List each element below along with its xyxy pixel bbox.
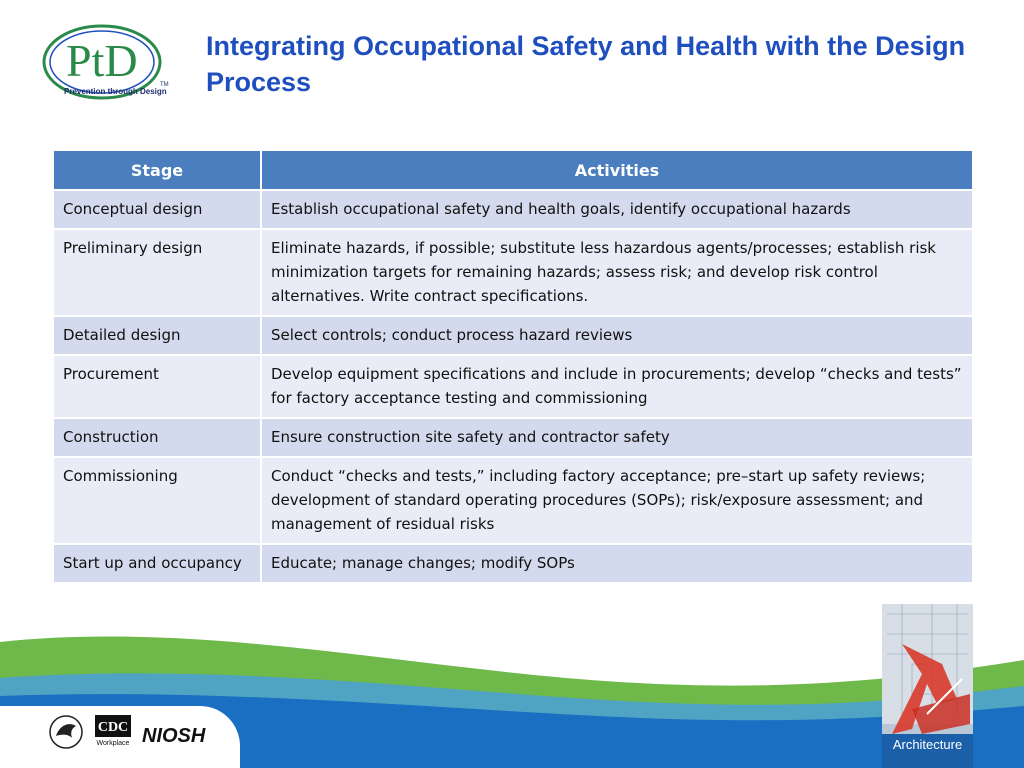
table-row: [53, 355, 973, 418]
logo-mark: PtD: [66, 35, 138, 86]
table-row: [53, 457, 973, 544]
table-row: [53, 418, 973, 457]
table-header-row: [53, 150, 973, 190]
stage-activity-table: [52, 149, 974, 584]
stage-cell: Detailed design: [53, 316, 261, 355]
table-row: [53, 229, 973, 316]
slide-title: Integrating Occupational Safety and Health with the Design Process: [206, 31, 966, 97]
cdc-subtext: Workplace: [96, 740, 130, 747]
stage-cell: Commissioning: [53, 457, 261, 544]
activities-cell: Ensure construction site safety and contractor safety: [261, 418, 973, 457]
niosh-logo: [140, 714, 220, 750]
logo-tm: TM: [160, 82, 169, 88]
architecture-photo: [882, 604, 973, 768]
header-activities: Activities: [261, 150, 973, 190]
stage-cell: Preliminary design: [53, 229, 261, 316]
stage-cell: Construction: [53, 418, 261, 457]
cdc-logo: [94, 714, 132, 750]
header-stage: Stage: [53, 150, 261, 190]
activities-cell: Establish occupational safety and health goals, identify occupational hazards: [261, 190, 973, 229]
ptd-logo: [40, 24, 175, 104]
niosh-text: NIOSH: [142, 725, 206, 747]
activities-cell: Educate; manage changes; modify SOPs: [261, 544, 973, 583]
activities-cell: Select controls; conduct process hazard reviews: [261, 316, 973, 355]
table-row: [53, 316, 973, 355]
activities-cell: Conduct “checks and tests,” including factory acceptance; pre–start up safety reviews; development of standard operating procedures (SOPs); risk/exposure assessment; and management of residual risks: [261, 457, 973, 544]
logo-tagline: Prevention through Design: [64, 87, 167, 96]
stage-cell: Start up and occupancy: [53, 544, 261, 583]
activities-cell: Develop equipment specifications and include in procurements; develop “checks and tests” for factory acceptance testing and commissioning: [261, 355, 973, 418]
table-row: [53, 544, 973, 583]
activities-cell: Eliminate hazards, if possible; substitute less hazardous agents/processes; establish risk minimization targets for remaining hazards; assess risk; and develop risk control alternatives. Write contract specifications.: [261, 229, 973, 316]
stage-cell: Conceptual design: [53, 190, 261, 229]
table-row: [53, 190, 973, 229]
photo-caption: Architecture: [892, 737, 963, 752]
stage-cell: Procurement: [53, 355, 261, 418]
cdc-text: CDC: [97, 720, 129, 735]
hhs-eagle-logo: [48, 714, 84, 750]
